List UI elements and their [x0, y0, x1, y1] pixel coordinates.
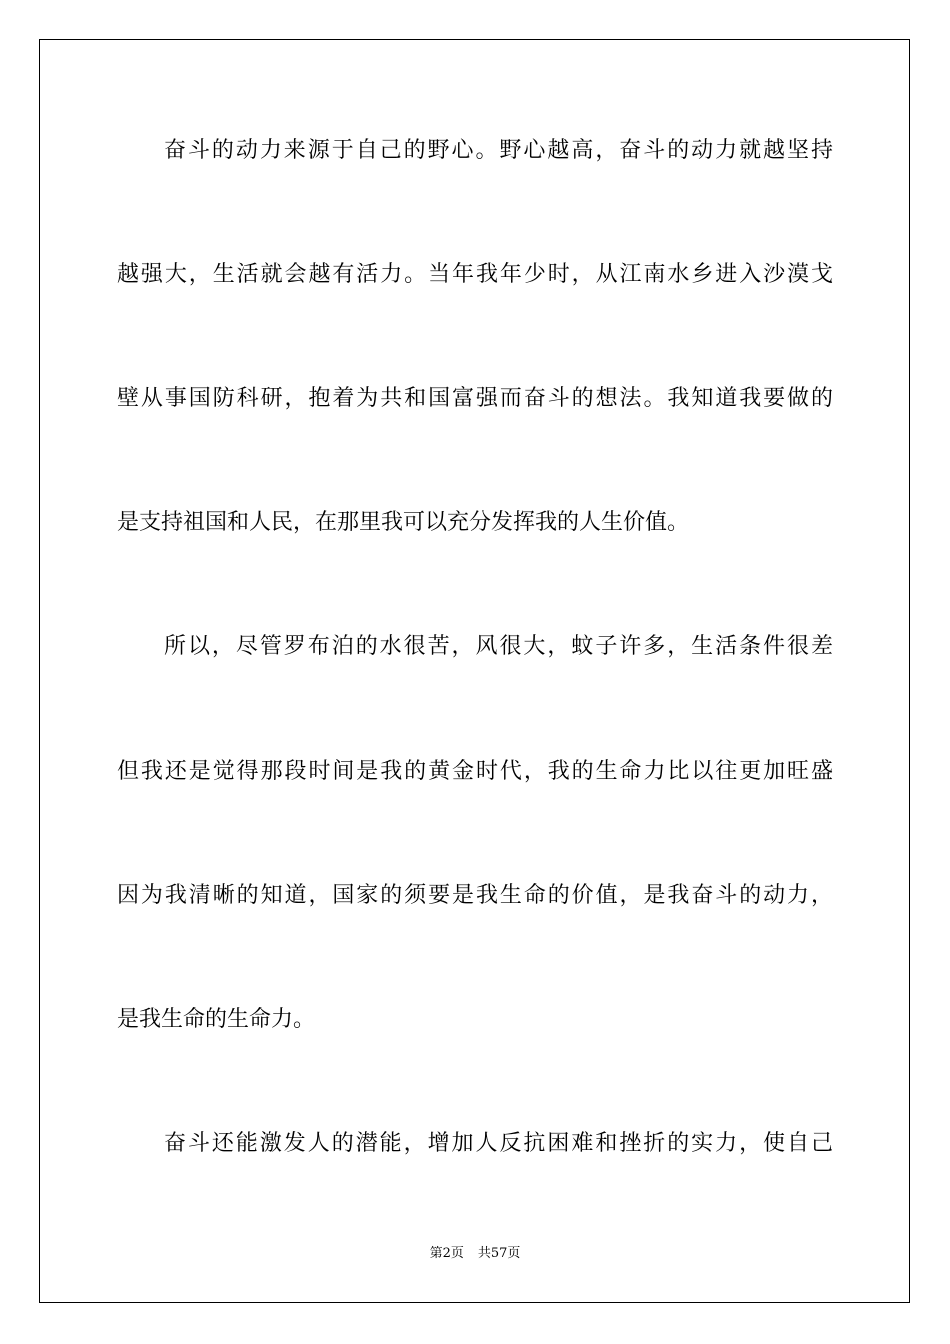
page-total: 共57页 [477, 1246, 521, 1261]
paragraph-line: 奋斗的动力来源于自己的野心。野心越高，奋斗的动力就越坚持 [164, 138, 833, 163]
paragraph-line: 越强大，生活就会越有活力。当年我年少时，从江南水乡进入沙漠戈 [117, 262, 833, 287]
page-footer [0, 1245, 950, 1263]
paragraph-line: 壁从事国防科研，抱着为共和国富强而奋斗的想法。我知道我要做的 [117, 386, 833, 411]
paragraph-line: 因为我清晰的知道，国家的须要是我生命的价值，是我奋斗的动力， [117, 883, 833, 908]
paragraph-line: 奋斗还能激发人的潜能，增加人反抗困难和挫折的实力，使自己 [164, 1131, 833, 1156]
paragraph-line: 所以，尽管罗布泊的水很苦，风很大，蚊子许多，生活条件很差 [164, 634, 833, 659]
paragraph-line: 但我还是觉得那段时间是我的黄金时代，我的生命力比以往更加旺盛 [117, 759, 833, 784]
page-number: 第2页 [429, 1246, 464, 1261]
page-border [39, 39, 910, 1303]
paragraph-line: 是我生命的生命力。 [117, 1007, 316, 1032]
paragraph-line: 是支持祖国和人民，在那里我可以充分发挥我的人生价值。 [117, 510, 690, 535]
